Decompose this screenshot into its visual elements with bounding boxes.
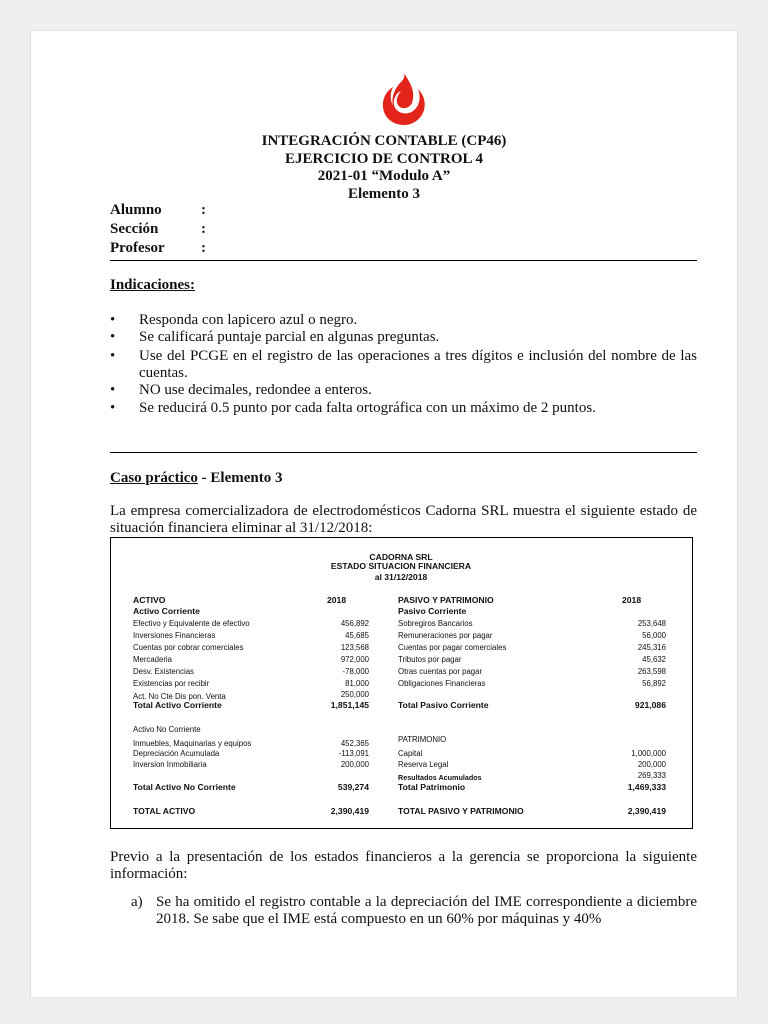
exam-title: EJERCICIO DE CONTROL 4 xyxy=(285,151,483,167)
account-value: 250,000 xyxy=(340,690,369,699)
divider xyxy=(110,452,697,453)
total-activo-value: 2,390,419 xyxy=(330,806,369,816)
activo-header: ACTIVO xyxy=(133,595,166,605)
account-value: 452,365 xyxy=(340,739,369,748)
account-name: Reserva Legal xyxy=(398,760,449,769)
field-colon: : xyxy=(201,202,206,218)
account-name: Sobregiros Bancarios xyxy=(398,619,473,628)
account-name: Existencias por recibir xyxy=(133,679,210,688)
account-value: 253,648 xyxy=(637,619,666,628)
course-title: INTEGRACIÓN CONTABLE (CP46) xyxy=(261,133,507,149)
account-value: 1,000,000 xyxy=(631,749,666,758)
account-name: Desv. Existencias xyxy=(133,667,194,676)
account-value: 200,000 xyxy=(637,760,666,769)
account-value: 45,685 xyxy=(345,631,369,640)
exam-element: Elemento 3 xyxy=(347,186,421,202)
patrimonio-subheader: PATRIMONIO xyxy=(398,735,447,744)
account-name: Capital xyxy=(398,749,423,758)
account-name: Tributos por pagar xyxy=(398,655,462,664)
account-name: Cuentas por cobrar comerciales xyxy=(133,643,244,652)
account-name: Remuneraciones por pagar xyxy=(398,631,493,640)
statement-date: al 31/12/2018 xyxy=(374,572,428,582)
account-value: 45,632 xyxy=(642,655,666,664)
pasivo-corriente-subheader: Pasivo Corriente xyxy=(398,606,467,616)
account-name: Mercaderia xyxy=(133,655,172,664)
pasivo-year: 2018 xyxy=(622,595,642,605)
field-colon: : xyxy=(201,240,206,256)
divider xyxy=(110,260,697,261)
statement-title: ESTADO SITUACION FINANCIERA xyxy=(330,561,472,571)
account-value: -113,091 xyxy=(338,749,369,758)
total-activo-no-corriente-label: Total Activo No Corriente xyxy=(133,782,236,792)
item-a-marker: a) xyxy=(131,894,143,910)
total-activo-no-corriente-value: 539,274 xyxy=(337,782,369,792)
account-value: 123,568 xyxy=(340,643,369,652)
field-label-profesor: Profesor xyxy=(110,240,165,256)
account-value: 200,000 xyxy=(340,760,369,769)
total-patrimonio-label: Total Patrimonio xyxy=(398,782,466,792)
field-label-alumno: Alumno xyxy=(110,202,162,218)
exam-period: 2021-01 “Modulo A” xyxy=(317,168,451,184)
account-name: Inversion Inmobiliaria xyxy=(133,760,207,769)
company-name: CADORNA SRL xyxy=(369,552,433,562)
activo-corriente-subheader: Activo Corriente xyxy=(133,606,200,616)
account-value: 269,333 xyxy=(637,771,666,780)
total-activo-corriente-label: Total Activo Corriente xyxy=(133,700,222,710)
university-logo-icon xyxy=(376,69,432,127)
total-activo-label: TOTAL ACTIVO xyxy=(133,806,196,816)
item-a-text: Se ha omitido el registro contable a la depreciación del IME correspondiente a diciembre 2018. Se sabe que el IME está compuesto en un 60% por máquinas y 40% xyxy=(156,894,697,927)
total-pasivo-corriente-value: 921,086 xyxy=(634,700,666,710)
total-pasivo-corriente-label: Total Pasivo Corriente xyxy=(398,700,489,710)
activo-no-corriente-subheader: Activo No Corriente xyxy=(133,725,201,734)
account-name: Depreciación Acumulada xyxy=(133,749,220,758)
account-name: Inmuebles, Maquinarias y equipos xyxy=(133,739,252,748)
balance-sheet-table xyxy=(110,537,693,829)
activo-year: 2018 xyxy=(327,595,347,605)
account-value: 263,598 xyxy=(637,667,666,676)
document-page: INTEGRACIÓN CONTABLE (CP46) EJERCICIO DE CONTROL 4 2021-01 “Modulo A” Elemento 3 Alumno : Sección : Profesor : Indicaciones: • Responda con lapicero azul o negro. • Se calificará puntaje parcial en algunas preguntas. • Use del PCGE en el registro de las operaciones a tres dígitos e inclusión del nombre de las cuentas. • NO use decimales, redondee a enteros. • Se reducirá 0.5 punto por cada falta ortográfica con un máximo de 2 puntos. Caso práctico - Elemento 3 La empresa comercializadora de electrodomésticos Cadorna SRL muestra el siguiente estado de situación financiera eliminar al 31/12/2018: CADORNA SRL ESTADO SITUACION FINANCIERA al 31/12/2018 ACTIVO 2018 PASIVO Y PATRIMONIO 2018 Activo Corriente Pasivo Corriente Efectivo y Equivalente de efectivo 456,892 Inversiones Financieras 45,685 Cuentas por cobrar comerciales 123,568 Mercaderia 972,000 Desv. Existencias -78,000 Existencias por recibir 81,000 Act. No Cte Dis pon. Venta 250,000 Sobregiros Bancarios 253,648 Remuneraciones por pagar 56,000 Cuentas por pagar comerciales 245,316 Tributos por pagar 45,632 Otras cuentas por pagar 263,598 Obligaciones Financieras 56,892 Total Activo Corriente 1,851,145 Total Pasivo Corriente 921,086 Activo No Corriente Inmuebles, Maquinarias y equipos 452,365 Depreciación Acumulada -113,091 Inversion Inmobiliaria 200,000 PATRIMONIO Capital 1,000,000 Reserva Legal 200,000 Resultados Acumulados 269,333 Total Activo No Corriente 539,274 Total Patrimonio 1,469,333 TOTAL ACTIVO 2,390,419 TOTAL PASIVO Y PATRIMONIO 2,390,419 Previo a la presentación de los estados financieros a la gerencia se proporciona la siguiente información: a) Se ha omitido el registro contable a la depreciación del IME correspondiente a diciembre 2018. Se sabe que el IME está compuesto en un 60% por máquinas y 40% xyxy=(30,30,738,998)
total-pasivo-patrimonio-value: 2,390,419 xyxy=(627,806,666,816)
info-paragraph: Previo a la presentación de los estados financieros a la gerencia se proporciona la siguiente información: xyxy=(110,849,697,882)
caso-heading: Caso práctico - Elemento 3 xyxy=(110,470,283,486)
indicaciones-heading: Indicaciones: xyxy=(110,277,196,293)
account-name: Obligaciones Financieras xyxy=(398,679,486,688)
account-name: Resultados Acumulados xyxy=(398,773,482,782)
account-name: Inversiones Financieras xyxy=(133,631,216,640)
pasivo-header: PASIVO Y PATRIMONIO xyxy=(398,595,494,605)
account-value: 56,000 xyxy=(642,631,666,640)
field-colon: : xyxy=(201,221,206,237)
total-activo-corriente-value: 1,851,145 xyxy=(330,700,369,710)
account-value: 245,316 xyxy=(637,643,666,652)
account-name: Act. No Cte Dis pon. Venta xyxy=(133,692,226,701)
total-pasivo-patrimonio-label: TOTAL PASIVO Y PATRIMONIO xyxy=(398,806,524,816)
account-value: -78,000 xyxy=(342,667,369,676)
account-name: Efectivo y Equivalente de efectivo xyxy=(133,619,250,628)
account-value: 81,000 xyxy=(345,679,369,688)
account-value: 972,000 xyxy=(340,655,369,664)
caso-intro: La empresa comercializadora de electrodomésticos Cadorna SRL muestra el siguiente estado de situación financiera eliminar al 31/12/2018: xyxy=(110,503,697,536)
account-value: 456,892 xyxy=(340,619,369,628)
account-name: Cuentas por pagar comerciales xyxy=(398,643,507,652)
field-label-seccion: Sección xyxy=(110,221,159,237)
account-value: 56,892 xyxy=(642,679,666,688)
total-patrimonio-value: 1,469,333 xyxy=(627,782,666,792)
account-name: Otras cuentas por pagar xyxy=(398,667,483,676)
